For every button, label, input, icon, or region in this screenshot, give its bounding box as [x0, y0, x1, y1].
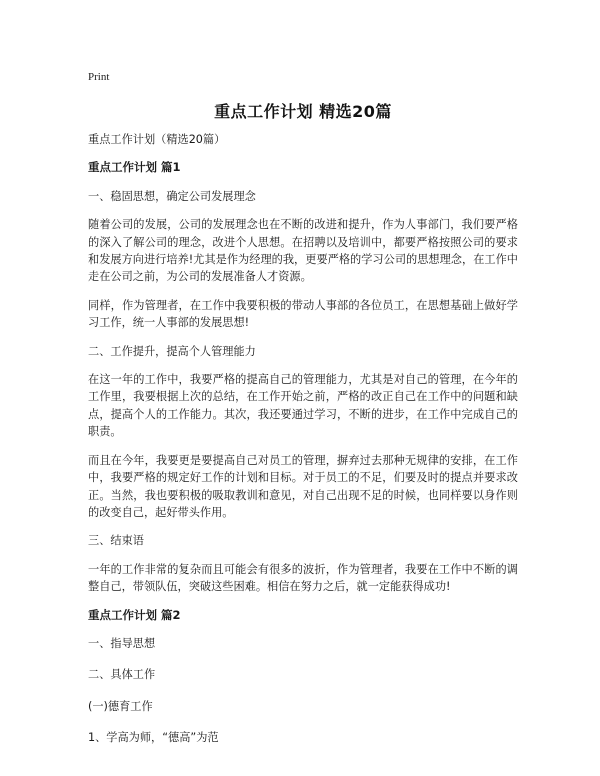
subheading-1-1: 一、稳固思想，确定公司发展理念	[88, 189, 256, 203]
subheading-2-4: 1、学高为师，“德高”为范	[88, 731, 219, 745]
paragraph-1-3: 在这一年的工作中，我要严格的提高自己的管理能力，尤其是对自己的管理，在今年的工作里，我要根据上次的总结，在工作开始之前，严格的改正自己在工作中的问题和缺点，提高个人的工作能力。其次，我还要通过学习，不断的进步，在工作中完成自己的职责。	[88, 373, 518, 439]
paragraph-1-5: 一年的工作非常的复杂而且可能会有很多的波折，作为管理者，我要在工作中不断的调整自己，带领队伍，突破这些困难。相信在努力之后，就一定能获得成功!	[88, 562, 518, 594]
paragraph-1-2: 同样，作为管理者，在工作中我要积极的带动人事部的各位员工，在思想基础上做好学习工作，统一人事部的发展思想!	[88, 298, 518, 330]
subheading-2-3: (一)德育工作	[88, 699, 153, 713]
page-title: 重点工作计划 精选20篇	[214, 102, 392, 121]
document-body	[88, 131, 518, 761]
subheading-1-3: 三、结束语	[88, 534, 144, 548]
document-subtitle: 重点工作计划（精选20篇）	[88, 133, 226, 146]
print-label[interactable]: Print	[88, 71, 110, 83]
paragraph-1-1: 随着公司的发展，公司的发展理念也在不断的改进和提升，作为人事部门，我们要严格的深入了解公司的理念，改进个人思想。在招聘以及培训中，都要严格按照公司的要求和发展方向进行培养!尤其是作为经理的我，更要严格的学习公司的思想理念，在工作中走在公司之前，为公司的发展准备人才资源。	[88, 218, 518, 284]
paragraph-1-4: 而且在今年，我要更是要提高自己对员工的管理，摒弃过去那种无规律的安排，在工作中，我要严格的规定好工作的计划和目标。对于员工的不足，们要及时的提点并要求改正。当然，我也要积极的吸取教训和意见，对自己出现不足的时候，也同样要以身作则的改变自己，起好带头作用。	[88, 453, 518, 519]
subheading-1-2: 二、工作提升，提高个人管理能力	[88, 344, 256, 358]
subheading-2-1: 一、指导思想	[88, 636, 156, 650]
section-heading-2: 重点工作计划 篇2	[88, 607, 181, 622]
subheading-2-2: 二、具体工作	[88, 668, 156, 682]
section-heading-1: 重点工作计划 篇1	[88, 160, 181, 175]
